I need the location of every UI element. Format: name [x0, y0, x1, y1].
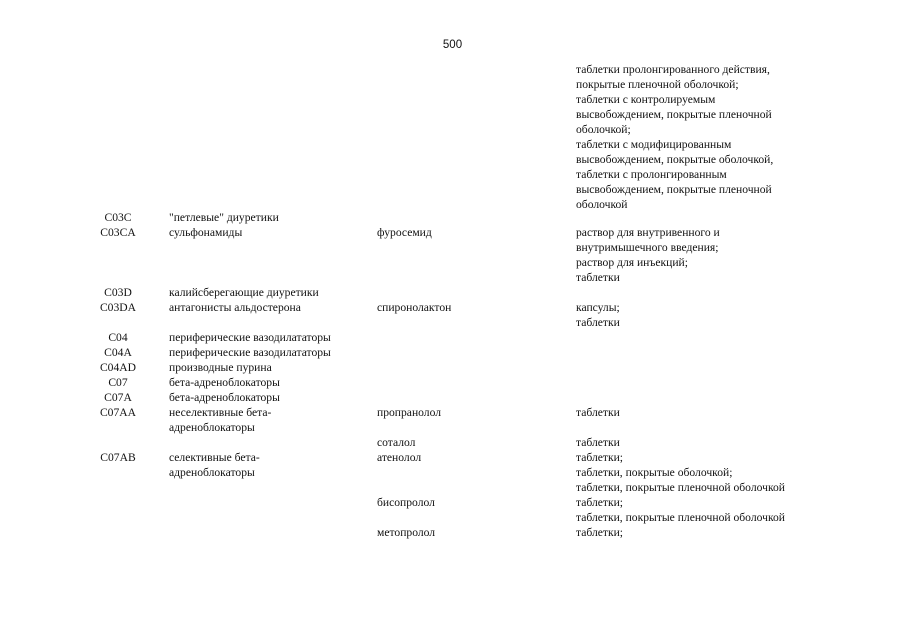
anatomical-group: "петлевые" диуретики: [169, 211, 279, 224]
anatomical-group: сульфонамиды: [169, 226, 243, 239]
atc-code: C03D: [104, 286, 132, 299]
dosage-form: таблетки;: [576, 496, 624, 509]
atc-code: C04: [108, 331, 128, 344]
dosage-form: таблетки;: [576, 451, 624, 464]
anatomical-group: периферические вазодилататоры: [169, 346, 331, 359]
drug-name: бисопролол: [377, 496, 435, 509]
dosage-form: таблетки;: [576, 526, 624, 539]
drug-name: соталол: [377, 436, 416, 449]
atc-code: C03CA: [100, 226, 136, 239]
dosage-form: таблетки: [576, 316, 620, 329]
dosage-form: оболочкой;: [576, 123, 631, 136]
dosage-form: таблетки с модифицированным: [576, 138, 732, 151]
anatomical-group: антагонисты альдостерона: [169, 301, 301, 314]
dosage-form: таблетки, покрытые пленочной оболочкой: [576, 481, 785, 494]
atc-code: C03C: [104, 211, 132, 224]
atc-code: C03DA: [99, 301, 137, 314]
drug-name: спиронолактон: [377, 301, 452, 314]
anatomical-group: периферические вазодилататоры: [169, 331, 331, 344]
dosage-form: внутримышечного введения;: [576, 241, 719, 254]
atc-code: C07AB: [100, 451, 136, 464]
dosage-form: таблетки: [576, 436, 620, 449]
anatomical-group: бета-адреноблокаторы: [169, 391, 280, 404]
atc-code: C04AD: [99, 361, 137, 374]
dosage-form: высвобождением, покрытые пленочной: [576, 108, 772, 121]
dosage-form: раствор для инъекций;: [576, 256, 688, 269]
dosage-form: таблетки: [576, 406, 620, 419]
anatomical-group: бета-адреноблокаторы: [169, 376, 280, 389]
dosage-form: таблетки с контролируемым: [576, 93, 716, 106]
dosage-form: таблетки, покрытые пленочной оболочкой: [576, 511, 785, 524]
drug-name: фуросемид: [377, 226, 432, 239]
dosage-form: капсулы;: [576, 301, 620, 314]
dosage-form: высвобождением, покрытые пленочной: [576, 183, 772, 196]
dosage-form: покрытые пленочной оболочкой;: [576, 78, 739, 91]
dosage-form: таблетки пролонгированного действия,: [576, 63, 770, 76]
dosage-form: таблетки, покрытые оболочкой;: [576, 466, 733, 479]
anatomical-group: адреноблокаторы: [169, 421, 255, 434]
atc-code: C07: [108, 376, 128, 389]
dosage-form: высвобождением, покрытые оболочкой,: [576, 153, 774, 166]
anatomical-group: адреноблокаторы: [169, 466, 255, 479]
drug-name: метопролол: [377, 526, 436, 539]
anatomical-group: селективные бета-: [169, 451, 260, 464]
drug-name: пропранолол: [377, 406, 442, 419]
page-number: 500: [442, 39, 463, 51]
atc-code: C07AA: [99, 406, 137, 419]
dosage-form: таблетки: [576, 271, 620, 284]
dosage-form: раствор для внутривенного и: [576, 226, 720, 239]
anatomical-group: неселективные бета-: [169, 406, 272, 419]
atc-code: C04A: [104, 346, 132, 359]
anatomical-group: калийсберегающие диуретики: [169, 286, 319, 299]
drug-name: атенолол: [377, 451, 422, 464]
dosage-form: таблетки с пролонгированным: [576, 168, 727, 181]
atc-code: C07A: [104, 391, 132, 404]
anatomical-group: производные пурина: [169, 361, 272, 374]
dosage-form: оболочкой: [576, 198, 628, 211]
